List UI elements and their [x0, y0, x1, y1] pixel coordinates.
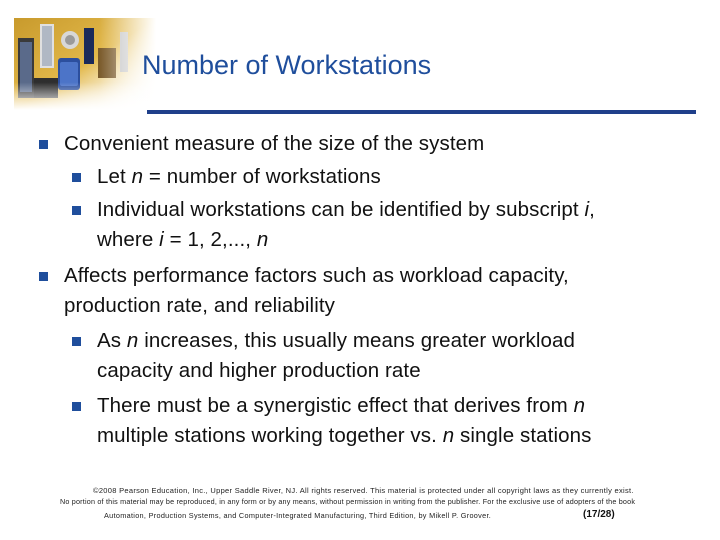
sub-bullet-text: Individual workstations can be identified by subscript i,: [97, 198, 595, 221]
sub-bullet-icon: [72, 337, 81, 346]
bullet-text: Affects performance factors such as workload capacity,: [64, 264, 569, 287]
copyright-line: No portion of this material may be reproduced, in any form or by any means, without permission in writing from the publisher. For the exclusive use of adopters of the book: [60, 497, 636, 506]
page-number: (17/28): [583, 509, 615, 520]
sub-bullet-icon: [72, 206, 81, 215]
bullet-text: Convenient measure of the size of the system: [64, 132, 485, 155]
book-citation: Automation, Production Systems, and Computer-Integrated Manufacturing, Third Edition, by Mikell P. Groover.: [104, 511, 492, 520]
bullet-text-cont: production rate, and reliability: [64, 294, 335, 317]
bullet-icon: [39, 272, 48, 281]
sub-bullet-text-cont: multiple stations working together vs. n single stations: [97, 424, 592, 447]
sub-bullet-icon: [72, 402, 81, 411]
sub-bullet-text: There must be a synergistic effect that derives from n: [97, 394, 586, 417]
electronic-components-photo: [14, 18, 156, 110]
bullet-icon: [39, 140, 48, 149]
sub-bullet-text-cont: where i = 1, 2,..., n: [97, 228, 269, 251]
copyright-line: ©2008 Pearson Education, Inc., Upper Saddle River, NJ. All rights reserved. This material is protected under all copyright laws as they currently exist.: [93, 486, 634, 495]
sub-bullet-text: Let n = number of workstations: [97, 165, 381, 188]
sub-bullet-icon: [72, 173, 81, 182]
slide-title: Number of Workstations: [142, 50, 432, 80]
title-divider: [147, 110, 696, 114]
sub-bullet-text: As n increases, this usually means greater workload: [97, 329, 575, 352]
sub-bullet-text-cont: capacity and higher production rate: [97, 359, 421, 382]
